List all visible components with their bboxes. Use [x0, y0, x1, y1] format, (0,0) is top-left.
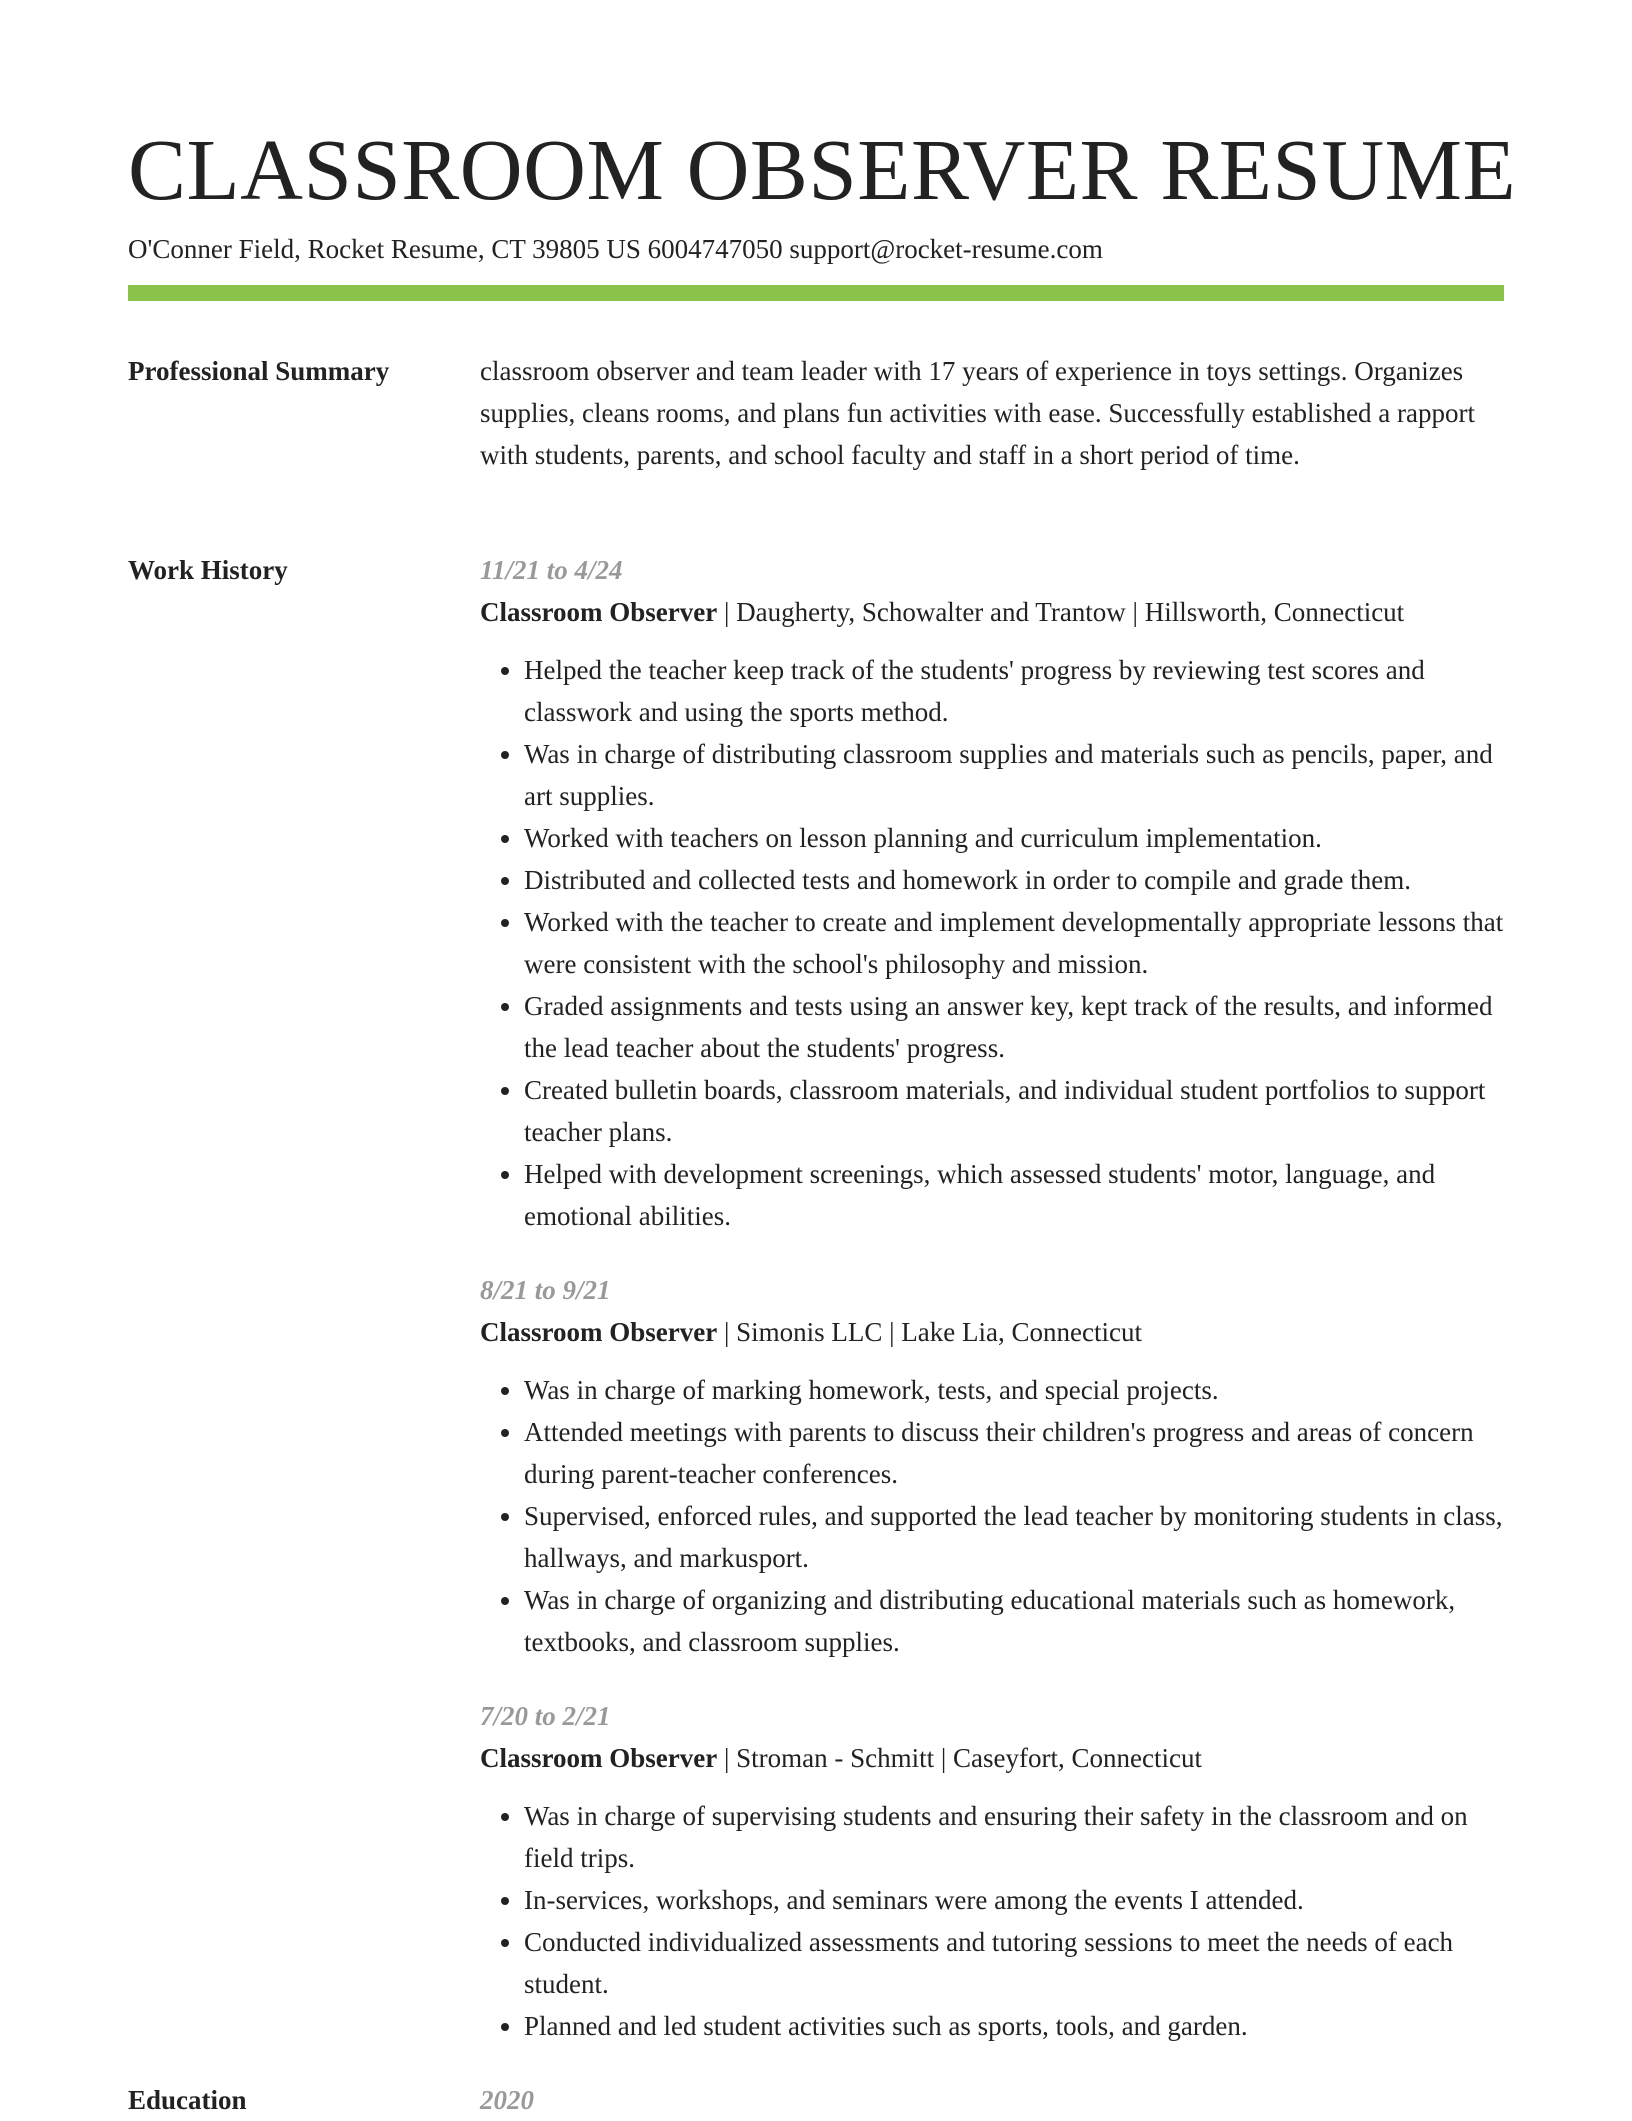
summary-heading: Professional Summary [128, 356, 390, 386]
education-heading: Education [128, 2085, 247, 2115]
job-heading [480, 1311, 1504, 1353]
summary-text: classroom observer and team leader with 17 years of experience in toys settings. Organizes supplies, cleans rooms, and plans fun activities with ease. Successfully established a rapport with students, parents, and school faculty and staff in a short period of time. [480, 356, 1476, 470]
job-bullet: • Was in charge of distributing classroom supplies and materials such as pencils, paper, and art supplies. [524, 733, 1504, 817]
job-entry [480, 549, 1504, 1237]
job-bullet: • Helped the teacher keep track of the students' progress by reviewing test scores and classwork and using the sports method. [524, 649, 1504, 733]
job-bullet: • Planned and led student activities such as sports, tools, and garden. [524, 2005, 1504, 2047]
job-bullet: • Worked with the teacher to create and implement developmentally appropriate lessons that were consistent with the school's philosophy and mission. [524, 901, 1504, 985]
job-bullet: • Supervised, enforced rules, and supported the lead teacher by monitoring students in class, hallways, and markusport. [524, 1495, 1504, 1579]
job-details: | Daugherty, Schowalter and Trantow | Hillsworth, Connecticut [717, 597, 1405, 627]
header-divider [128, 285, 1504, 301]
job-entry [480, 1695, 1504, 2047]
job-title: Classroom Observer [480, 597, 718, 627]
job-bullet: • Was in charge of marking homework, tests, and special projects. [524, 1369, 1504, 1411]
job-bullet: • In-services, workshops, and seminars were among the events I attended. [524, 1879, 1504, 1921]
job-dates: 11/21 to 4/24 [480, 555, 623, 585]
job-bullets [480, 1795, 1504, 2047]
job-heading [480, 1737, 1504, 1779]
job-details: | Simonis LLC | Lake Lia, Connecticut [717, 1317, 1142, 1347]
job-title: Classroom Observer [480, 1743, 718, 1773]
job-bullet: • Distributed and collected tests and homework in order to compile and grade them. [524, 859, 1504, 901]
job-bullet: • Graded assignments and tests using an answer key, kept track of the results, and informed the lead teacher about the students' progress. [524, 985, 1504, 1069]
contact-line: O'Conner Field, Rocket Resume, CT 39805 US 6004747050 support@rocket-resume.com [128, 234, 1103, 264]
job-entry [480, 1269, 1504, 1663]
job-bullet: • Worked with teachers on lesson planning and curriculum implementation. [524, 817, 1504, 859]
job-dates: 7/20 to 2/21 [480, 1701, 611, 1731]
job-bullet: • Attended meetings with parents to discuss their children's progress and areas of concern during parent-teacher conferences. [524, 1411, 1504, 1495]
job-details: | Stroman - Schmitt | Caseyfort, Connecticut [717, 1743, 1202, 1773]
job-bullets [480, 649, 1504, 1237]
job-bullet: • Helped with development screenings, which assessed students' motor, language, and emotional abilities. [524, 1153, 1504, 1237]
job-title: Classroom Observer [480, 1317, 718, 1347]
resume-title: CLASSROOM OBSERVER RESUME [128, 121, 1517, 218]
education-dates: 2020 [480, 2085, 534, 2115]
job-bullet: • Conducted individualized assessments and tutoring sessions to meet the needs of each student. [524, 1921, 1504, 2005]
work-history-list [480, 549, 1504, 2079]
job-bullets [480, 1369, 1504, 1663]
job-heading [480, 591, 1504, 633]
job-dates: 8/21 to 9/21 [480, 1275, 611, 1305]
job-bullet: • Created bulletin boards, classroom materials, and individual student portfolios to support teacher plans. [524, 1069, 1504, 1153]
work-history-heading: Work History [128, 555, 288, 585]
job-bullet: • Was in charge of supervising students and ensuring their safety in the classroom and on field trips. [524, 1795, 1504, 1879]
job-bullet: • Was in charge of organizing and distributing educational materials such as homework, textbooks, and classroom supplies. [524, 1579, 1504, 1663]
